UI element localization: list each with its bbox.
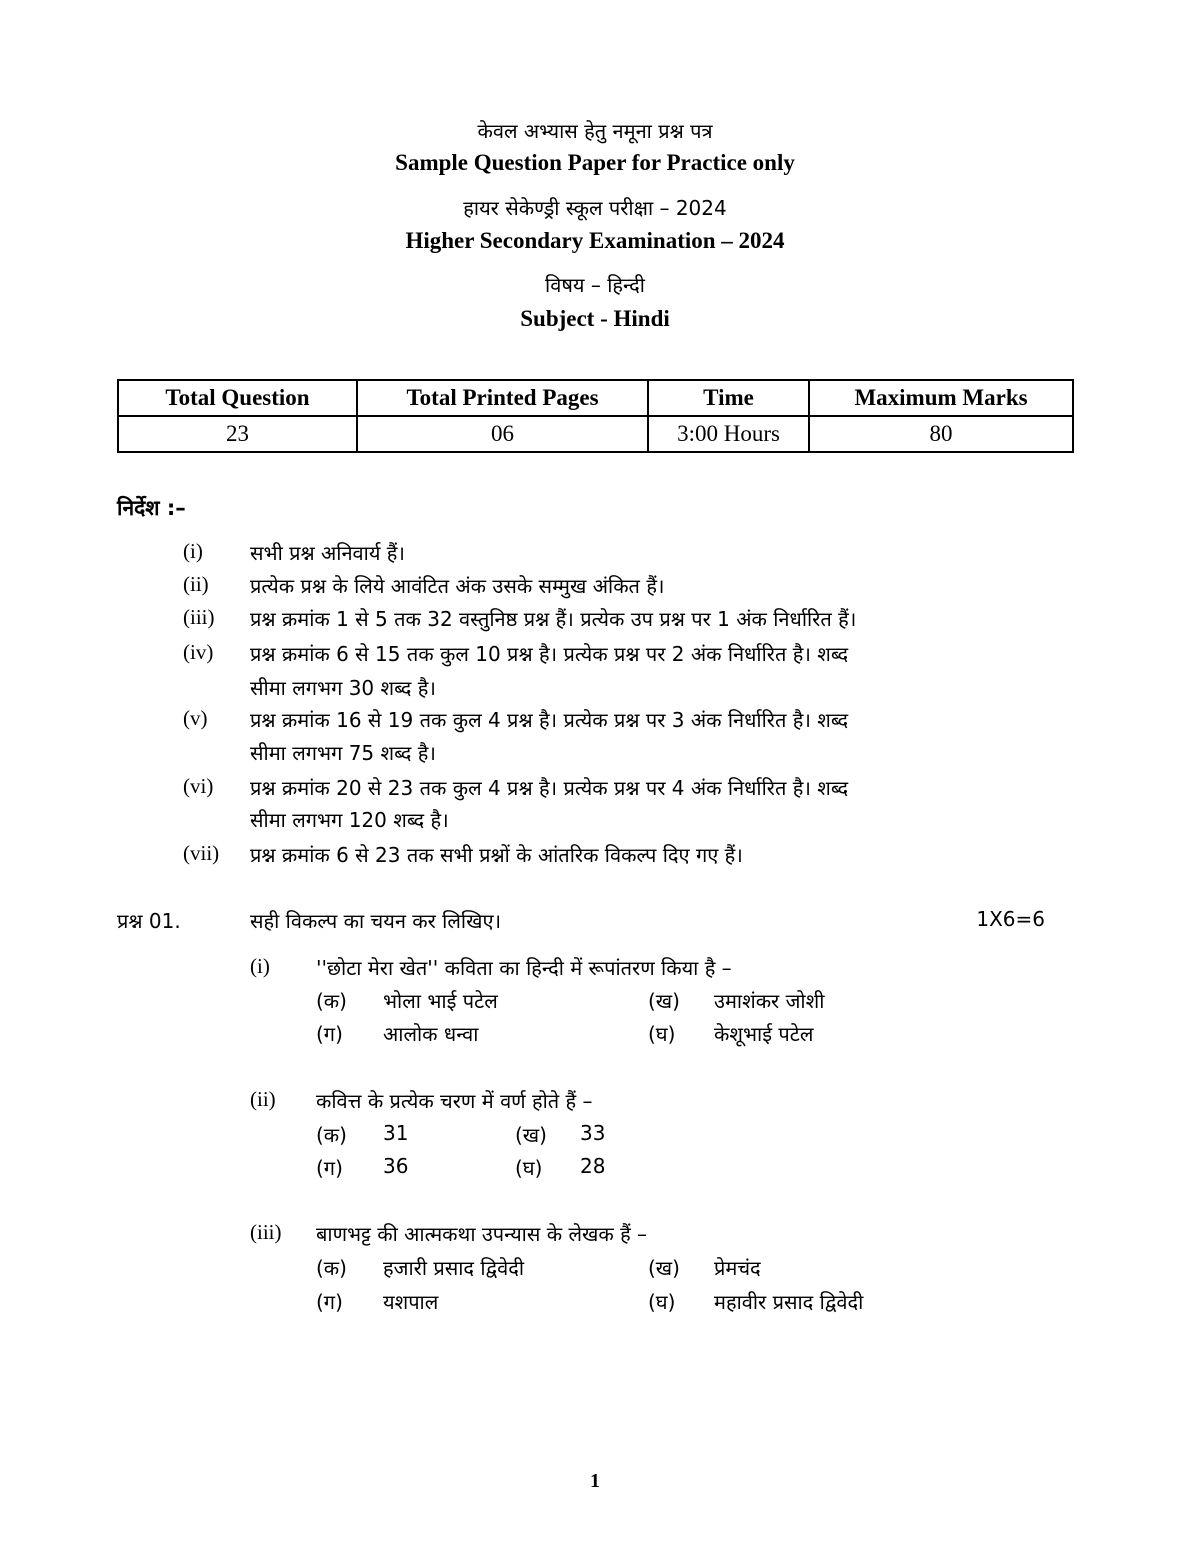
option-value: भोला भाई पटेल: [383, 989, 498, 1013]
sub-question-text: ''छोटा मेरा खेत'' कविता का हिन्दी में रूपांतरण किया है –: [316, 956, 732, 980]
instruction-text: प्रश्न क्रमांक 1 से 5 तक 32 वस्तुनिष्ठ प्रश्न हैं। प्रत्येक उप प्रश्न पर 1 अंक निर्धारित हैं।: [250, 607, 857, 631]
instruction-text: सभी प्रश्न अनिवार्य हैं।: [250, 541, 406, 565]
instruction-number: (vi): [183, 774, 214, 798]
page-number: 1: [590, 1470, 600, 1492]
header-title-english: Sample Question Paper for Practice only: [395, 150, 795, 175]
value-time: 3:00 Hours: [648, 416, 809, 452]
option-key: (ख): [515, 1123, 547, 1147]
subject-english: Subject - Hindi: [520, 306, 670, 331]
header-time: Time: [648, 380, 809, 416]
instructions-title: निर्देश :–: [117, 496, 186, 520]
instruction-number: (ii): [183, 572, 209, 596]
option-value: 31: [383, 1121, 409, 1145]
instruction-text: प्रश्न क्रमांक 16 से 19 तक कुल 4 प्रश्न है। प्रत्येक प्रश्न पर 3 अंक निर्धारित है। शब्द: [250, 708, 849, 732]
option-value: यशपाल: [383, 1290, 439, 1314]
option-key: (ख): [648, 989, 680, 1013]
instruction-text: प्रश्न क्रमांक 6 से 15 तक कुल 10 प्रश्न है। प्रत्येक प्रश्न पर 2 अंक निर्धारित है। शब्द: [250, 642, 849, 666]
option-key: (घ): [648, 1022, 676, 1046]
question-marks: 1X6=6: [976, 907, 1045, 931]
instruction-number: (iv): [183, 640, 214, 664]
value-total-printed-pages: 06: [357, 416, 648, 452]
sub-question-number: (ii): [250, 1087, 276, 1111]
option-key: (क): [316, 1123, 347, 1147]
option-key: (ख): [648, 1256, 680, 1280]
option-key: (ग): [316, 1022, 343, 1046]
exam-name-english: Higher Secondary Examination – 2024: [405, 228, 785, 253]
table-row: [118, 416, 1073, 452]
option-value: आलोक धन्वा: [383, 1022, 479, 1046]
instruction-text: प्रश्न क्रमांक 20 से 23 तक कुल 4 प्रश्न है। प्रत्येक प्रश्न पर 4 अंक निर्धारित है। शब्द: [250, 776, 849, 800]
question-label: प्रश्न 01.: [117, 909, 181, 933]
option-value: 28: [580, 1154, 606, 1178]
sub-question-text: बाणभट्ट की आत्मकथा उपन्यास के लेखक हैं –: [316, 1222, 648, 1246]
option-key: (ग): [316, 1290, 343, 1314]
question-text: सही विकल्प का चयन कर लिखिए।: [250, 909, 502, 933]
table-header-row: [118, 380, 1073, 416]
option-key: (घ): [515, 1156, 543, 1180]
instruction-number: (i): [183, 539, 203, 563]
option-value: हजारी प्रसाद द्विवेदी: [383, 1256, 525, 1280]
value-total-question: 23: [118, 416, 357, 452]
header-title-hindi: केवल अभ्यास हेतु नमूना प्रश्न पत्र: [477, 119, 713, 143]
subject-hindi: विषय – हिन्दी: [545, 273, 645, 297]
option-value: 33: [580, 1121, 606, 1145]
header-total-question: Total Question: [118, 380, 357, 416]
sub-question-number: (iii): [250, 1220, 282, 1244]
sub-question-text: कवित्त के प्रत्येक चरण में वर्ण होते हैं –: [316, 1089, 593, 1113]
header-maximum-marks: Maximum Marks: [809, 380, 1073, 416]
instruction-number: (v): [183, 706, 208, 730]
instruction-text: प्रश्न क्रमांक 6 से 23 तक सभी प्रश्नों के आंतरिक विकल्प दिए गए हैं।: [250, 843, 743, 867]
instruction-text-continued: सीमा लगभग 120 शब्द है।: [250, 808, 449, 832]
option-key: (ग): [316, 1156, 343, 1180]
instruction-text-continued: सीमा लगभग 75 शब्द है।: [250, 741, 436, 765]
option-value: केशूभाई पटेल: [714, 1022, 814, 1046]
header-total-printed-pages: Total Printed Pages: [357, 380, 648, 416]
instruction-text: प्रत्येक प्रश्न के लिये आवंटित अंक उसके सम्मुख अंकित हैं।: [250, 574, 665, 598]
option-value: 36: [383, 1154, 409, 1178]
value-maximum-marks: 80: [809, 416, 1073, 452]
option-value: प्रेमचंद: [714, 1256, 761, 1280]
sub-question-number: (i): [250, 954, 270, 978]
option-value: महावीर प्रसाद द्विवेदी: [714, 1290, 864, 1314]
instruction-text-continued: सीमा लगभग 30 शब्द है।: [250, 676, 436, 700]
exam-name-hindi: हायर सेकेण्ड्री स्कूल परीक्षा – 2024: [463, 196, 727, 220]
option-value: उमाशंकर जोशी: [714, 989, 825, 1013]
option-key: (घ): [648, 1290, 676, 1314]
exam-info-table: [117, 379, 1074, 453]
option-key: (क): [316, 1256, 347, 1280]
instruction-number: (vii): [183, 841, 220, 865]
option-key: (क): [316, 989, 347, 1013]
instruction-number: (iii): [183, 605, 215, 629]
